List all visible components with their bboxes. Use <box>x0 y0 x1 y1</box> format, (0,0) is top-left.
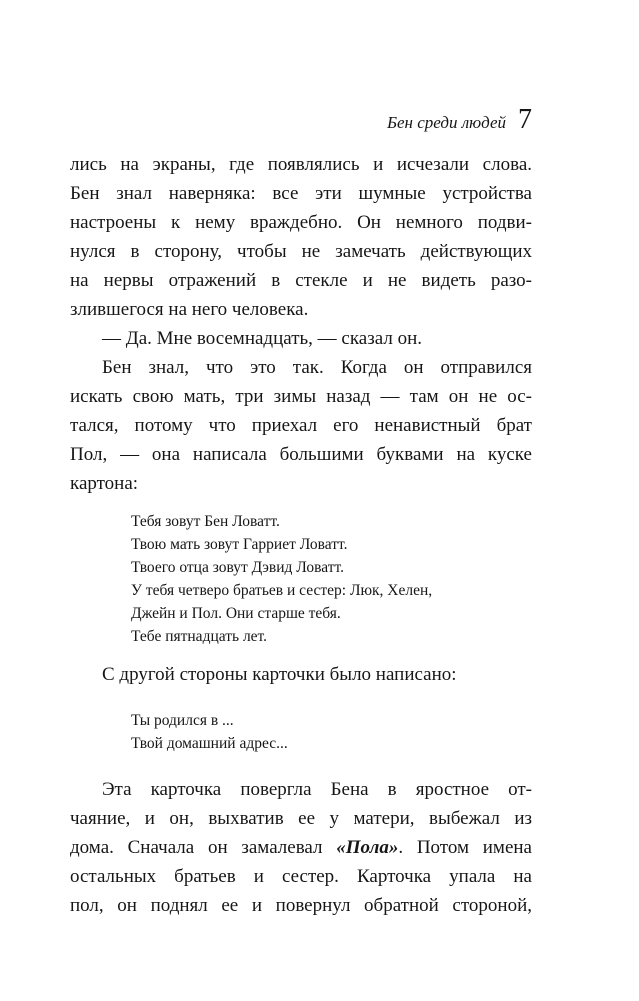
card-line: Джейн и Пол. Они старше тебя. <box>131 605 341 622</box>
text-line: искать свою мать, три зимы назад — там он не ос- <box>70 386 532 407</box>
card-line: Тебе пятнадцать лет. <box>131 628 268 645</box>
text-line: чаяние, и он, выхватив ее у матери, выбежал из <box>70 808 532 829</box>
text-line: Бен знал, что это так. Когда он отправился <box>102 357 532 378</box>
text-line <box>70 833 532 862</box>
text-line: нулся в сторону, чтобы не замечать действующих <box>70 241 532 262</box>
card-back-text <box>131 709 532 755</box>
text-line: Бен знал наверняка: все эти шумные устройства <box>70 183 532 204</box>
paragraph <box>70 353 532 498</box>
text-line: картона: <box>70 473 139 494</box>
paragraph <box>70 150 532 324</box>
text-line: лись на экраны, где появлялись и исчезали слова. <box>70 154 532 175</box>
card-line: Твой домашний адрес... <box>131 735 288 752</box>
card-line: Твою мать зовут Гарриет Ловатт. <box>131 536 348 553</box>
body-text <box>70 150 532 920</box>
text-line: пол, он поднял ее и повернул обратной стороной, <box>70 895 532 916</box>
text-line: настроены к нему враждебно. Он немного подви- <box>70 212 532 233</box>
text-line: на нервы отражений в стекле и не видеть разо- <box>70 270 532 291</box>
text-line: злившегося на него человека. <box>70 299 309 320</box>
dialogue-paragraph <box>70 324 532 353</box>
text-run: . Потом имена <box>398 837 532 858</box>
text-line: С другой стороны карточки было написано: <box>102 664 457 685</box>
card-line: Ты родился в ... <box>131 712 234 729</box>
text-line: Пол, — она написала большими буквами на куске <box>70 444 532 465</box>
card-front-text <box>131 510 532 648</box>
emphasized-name: «Пола» <box>336 837 399 858</box>
page-number: 7 <box>518 104 532 135</box>
text-line: Эта карточка повергла Бена в яростное от- <box>102 779 532 800</box>
running-title: Бен среди людей <box>386 113 506 132</box>
text-run: дома. Сначала он замалевал <box>70 837 337 858</box>
card-line: Тебя зовут Бен Ловатт. <box>131 513 280 530</box>
text-line: тался, потому что приехал его ненавистный брат <box>70 415 532 436</box>
card-line: У тебя четверо братьев и сестер: Люк, Хелен, <box>131 582 433 599</box>
paragraph <box>70 660 532 689</box>
text-line: — Да. Мне восемнадцать, — сказал он. <box>102 328 422 349</box>
page-header <box>360 104 532 136</box>
paragraph <box>70 775 532 920</box>
card-line: Твоего отца зовут Дэвид Ловатт. <box>131 559 344 576</box>
text-line: остальных братьев и сестер. Карточка упала на <box>70 866 532 887</box>
